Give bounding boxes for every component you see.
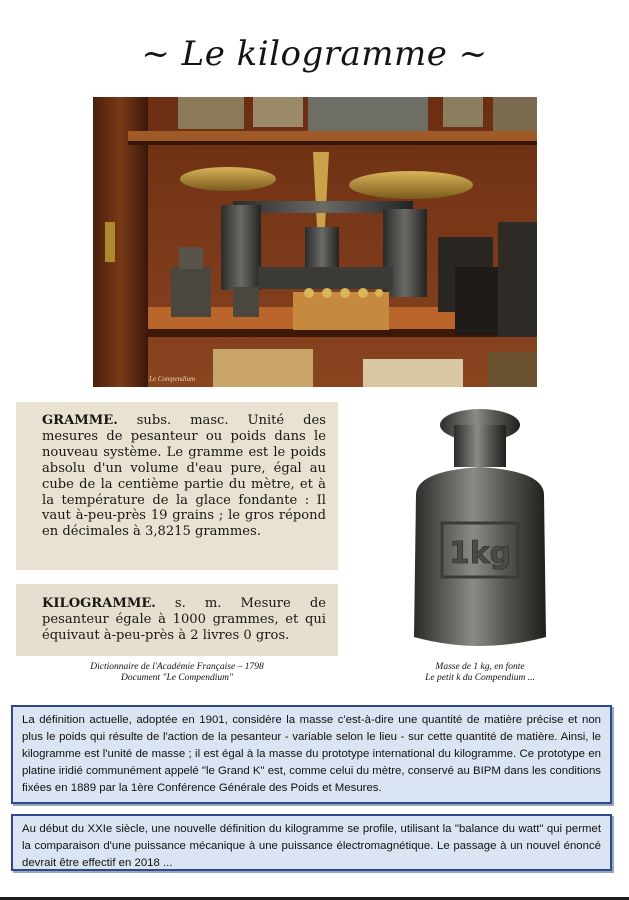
future-definition-box: [11, 814, 612, 871]
page-title: ~ Le kilogramme ~: [141, 34, 488, 74]
photo-credit: Le Compendium: [149, 375, 196, 383]
dictionary-caption: [16, 662, 338, 684]
dictionary-entry-kilogramme: [16, 584, 338, 656]
weight-caption-line2: Le petit k du Compendium ...: [425, 673, 535, 683]
dictionary-entry-gramme: [16, 402, 338, 570]
weight-label: 1kg: [448, 536, 512, 571]
gramme-term: GRAMME.: [42, 413, 118, 428]
dictionary-caption-line1: Dictionnaire de l'Académie Française – 1798: [90, 662, 264, 672]
cast-iron-weight-photo: [408, 405, 553, 655]
definition-text: La définition actuelle, adoptée en 1901, considère la masse c'est-à-dire une quantité de matière précise et non plus le poids qui résulte de l'action de la pesanteur - variable selon le lieu - sur cette quantité de matière. Ainsi, le kilogramme est l'unité de masse ; il est égal à la masse du prototype international du kilogramme. Ce prototype en platine iridié communément appelé "le Grand K" est, comme celui du mètre, conservé au BIPM dans les conditions fixées en 1889 par la 1ère Conférence Générale des Poids et Mesures.: [22, 714, 601, 794]
future-definition-text: Au début du XXIe siècle, une nouvelle définition du kilogramme se profile, utilisant la "balance du watt" qui permet la comparaison d'une puissance mécanique à une puissance électromagnétique. Le passage à un nouvel énoncé devrait être effectif en 2018 ...: [22, 823, 601, 869]
kilogramme-definition: s. m. Mesure de pesanteur égale à 1000 grammes, et qui équivaut à-peu-près à 2 livres 0 gros.: [42, 596, 326, 643]
weight-caption-line1: Masse de 1 kg, en fonte: [435, 662, 525, 672]
balance-photo: [93, 97, 537, 387]
gramme-definition: subs. masc. Unité des mesures de pesanteur ou poids dans le nouveau système. Le gramme est le poids absolu d'un volume d'eau pure, égal au cube de la centième partie du mètre, et à la température de la glace fondante : Il vaut à-peu-près 19 grains ; le gros répond en décimales à 3,8215 grammes.: [42, 413, 326, 540]
dictionary-caption-line2: Document "Le Compendium": [121, 673, 233, 683]
kilogramme-term: KILOGRAMME.: [42, 596, 156, 611]
weight-caption: [390, 662, 570, 684]
definition-box: [11, 705, 612, 804]
